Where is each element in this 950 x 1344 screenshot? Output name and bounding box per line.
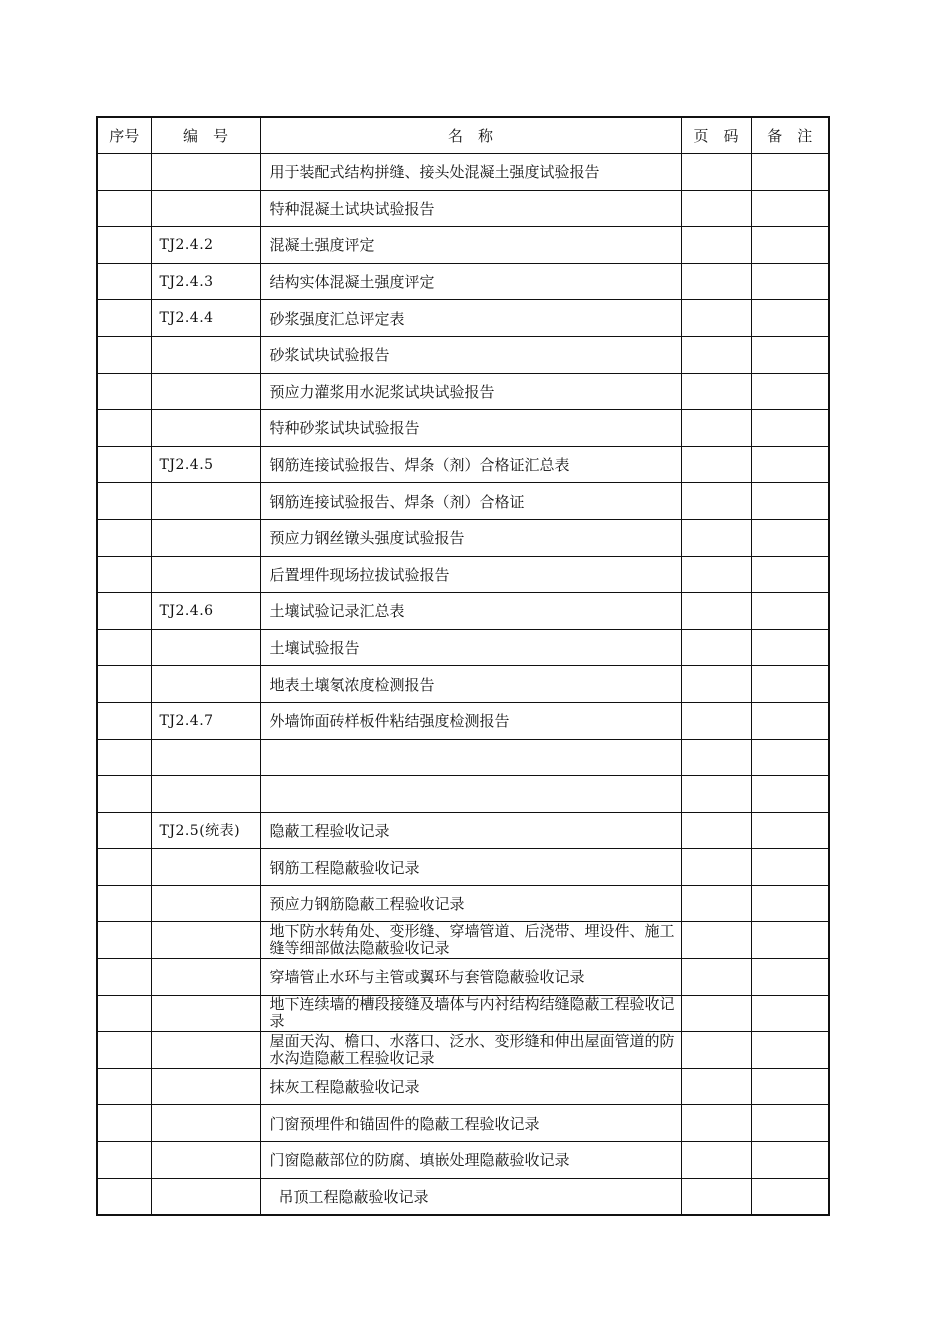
cell-note [751,263,829,300]
cell-note [751,446,829,483]
cell-name: 钢筋工程隐蔽验收记录 [260,849,681,886]
cell-note [751,1068,829,1105]
table-row [97,556,829,593]
cell-name: 用于装配式结构拼缝、接头处混凝土强度试验报告 [260,154,681,191]
cell-name: 砂浆强度汇总评定表 [260,300,681,337]
cell-page [681,227,751,264]
cell-page [681,959,751,996]
cell-seq [97,702,151,739]
cell-code [151,483,260,520]
cell-code [151,336,260,373]
cell-code [151,629,260,666]
cell-code [151,922,260,959]
table-row [97,702,829,739]
table-row [97,812,829,849]
table-row [97,849,829,886]
cell-seq [97,373,151,410]
cell-note [751,483,829,520]
table-row [97,922,829,959]
table-row [97,410,829,447]
table-row [97,300,829,337]
index-table-container [96,116,828,1216]
cell-name [260,776,681,813]
cell-seq [97,593,151,630]
table-row [97,263,829,300]
cell-code [151,373,260,410]
table-row [97,995,829,1032]
cell-name: 钢筋连接试验报告、焊条（剂）合格证 [260,483,681,520]
cell-note [751,812,829,849]
cell-name: 预应力灌浆用水泥浆试块试验报告 [260,373,681,410]
cell-seq [97,739,151,776]
cell-code [151,1068,260,1105]
cell-name: 混凝土强度评定 [260,227,681,264]
cell-page [681,702,751,739]
cell-page [681,776,751,813]
cell-page [681,556,751,593]
cell-code [151,556,260,593]
cell-seq [97,959,151,996]
cell-seq [97,190,151,227]
cell-code [151,1142,260,1179]
cell-page [681,1105,751,1142]
cell-name: 钢筋连接试验报告、焊条（剂）合格证汇总表 [260,446,681,483]
cell-seq [97,519,151,556]
cell-name: 后置埋件现场拉拔试验报告 [260,556,681,593]
table-row [97,519,829,556]
cell-name: 穿墙管止水环与主管或翼环与套管隐蔽验收记录 [260,959,681,996]
cell-seq [97,666,151,703]
cell-note [751,995,829,1032]
cell-name: 土壤试验记录汇总表 [260,593,681,630]
cell-seq [97,227,151,264]
cell-name: 砂浆试块试验报告 [260,336,681,373]
cell-note [751,336,829,373]
table-row [97,593,829,630]
cell-seq [97,1032,151,1069]
cell-page [681,629,751,666]
cell-name [260,739,681,776]
cell-page [681,190,751,227]
cell-page [681,1142,751,1179]
cell-note [751,629,829,666]
header-name: 名 称 [260,117,681,154]
cell-page [681,336,751,373]
table-row [97,1068,829,1105]
cell-name: 预应力钢筋隐蔽工程验收记录 [260,885,681,922]
header-row [97,117,829,154]
table-row [97,227,829,264]
table-row [97,336,829,373]
table-row [97,1178,829,1215]
cell-seq [97,1068,151,1105]
cell-note [751,702,829,739]
header-code: 编 号 [151,117,260,154]
cell-note [751,1105,829,1142]
cell-seq [97,410,151,447]
cell-seq [97,1178,151,1215]
cell-code [151,154,260,191]
index-table [96,116,830,1216]
cell-note [751,849,829,886]
cell-note [751,885,829,922]
cell-note [751,227,829,264]
cell-page [681,154,751,191]
cell-seq [97,922,151,959]
cell-note [751,154,829,191]
cell-note [751,666,829,703]
cell-name: 特种混凝土试块试验报告 [260,190,681,227]
table-row [97,1142,829,1179]
cell-code [151,410,260,447]
cell-name: 预应力钢丝镦头强度试验报告 [260,519,681,556]
cell-code [151,519,260,556]
cell-seq [97,446,151,483]
cell-seq [97,629,151,666]
table-row [97,190,829,227]
cell-code [151,1178,260,1215]
cell-seq [97,995,151,1032]
table-row [97,1105,829,1142]
header-seq: 序号 [97,117,151,154]
table-row [97,629,829,666]
cell-code [151,849,260,886]
cell-page [681,593,751,630]
table-row [97,483,829,520]
cell-name: 外墙饰面砖样板件粘结强度检测报告 [260,702,681,739]
cell-name: 特种砂浆试块试验报告 [260,410,681,447]
cell-page [681,812,751,849]
cell-code: TJ2.4.3 [151,263,260,300]
cell-page [681,995,751,1032]
cell-note [751,373,829,410]
cell-name: 土壤试验报告 [260,629,681,666]
table-body [97,154,829,1216]
cell-note [751,556,829,593]
cell-note [751,519,829,556]
cell-seq [97,263,151,300]
cell-page [681,1032,751,1069]
cell-code [151,959,260,996]
cell-seq [97,300,151,337]
cell-code: TJ2.4.7 [151,702,260,739]
cell-note [751,593,829,630]
cell-page [681,666,751,703]
table-row [97,776,829,813]
cell-name: 地表土壤氡浓度检测报告 [260,666,681,703]
cell-code: TJ2.4.4 [151,300,260,337]
cell-page [681,300,751,337]
cell-note [751,1178,829,1215]
cell-seq [97,336,151,373]
cell-name: 屋面天沟、檐口、水落口、泛水、变形缝和伸出屋面管道的防水沟造隐蔽工程验收记录 [260,1032,681,1069]
table-row [97,885,829,922]
cell-code: TJ2.4.5 [151,446,260,483]
cell-note [751,959,829,996]
cell-seq [97,154,151,191]
table-row [97,666,829,703]
cell-page [681,739,751,776]
cell-code [151,776,260,813]
cell-page [681,373,751,410]
cell-name: 吊顶工程隐蔽验收记录 [260,1178,681,1215]
cell-page [681,885,751,922]
cell-name: 门窗隐蔽部位的防腐、填嵌处理隐蔽验收记录 [260,1142,681,1179]
cell-code [151,739,260,776]
cell-note [751,1032,829,1069]
cell-seq [97,1105,151,1142]
table-row [97,154,829,191]
cell-code: TJ2.4.2 [151,227,260,264]
cell-note [751,776,829,813]
table-row [97,446,829,483]
cell-code: TJ2.5(统表) [151,812,260,849]
cell-note [751,739,829,776]
cell-seq [97,556,151,593]
cell-note [751,300,829,337]
cell-code [151,885,260,922]
cell-code [151,190,260,227]
cell-note [751,410,829,447]
cell-seq [97,776,151,813]
cell-seq [97,483,151,520]
cell-seq [97,1142,151,1179]
cell-name: 门窗预埋件和锚固件的隐蔽工程验收记录 [260,1105,681,1142]
header-note: 备 注 [751,117,829,154]
table-row [97,959,829,996]
cell-page [681,922,751,959]
table-row [97,373,829,410]
cell-page [681,446,751,483]
cell-name: 结构实体混凝土强度评定 [260,263,681,300]
cell-page [681,849,751,886]
cell-code [151,995,260,1032]
header-page: 页 码 [681,117,751,154]
cell-page [681,519,751,556]
table-row [97,1032,829,1069]
cell-name: 地下防水转角处、变形缝、穿墙管道、后浇带、埋设件、施工缝等细部做法隐蔽验收记录 [260,922,681,959]
cell-note [751,190,829,227]
cell-code [151,666,260,703]
cell-name: 抹灰工程隐蔽验收记录 [260,1068,681,1105]
cell-code [151,1105,260,1142]
cell-code [151,1032,260,1069]
cell-seq [97,885,151,922]
cell-page [681,263,751,300]
cell-note [751,1142,829,1179]
cell-code: TJ2.4.6 [151,593,260,630]
cell-page [681,1068,751,1105]
cell-seq [97,812,151,849]
cell-note [751,922,829,959]
table-row [97,739,829,776]
cell-page [681,1178,751,1215]
cell-page [681,410,751,447]
cell-name: 隐蔽工程验收记录 [260,812,681,849]
cell-seq [97,849,151,886]
cell-page [681,483,751,520]
cell-name: 地下连续墙的槽段接缝及墙体与内衬结构结缝隐蔽工程验收记录 [260,995,681,1032]
